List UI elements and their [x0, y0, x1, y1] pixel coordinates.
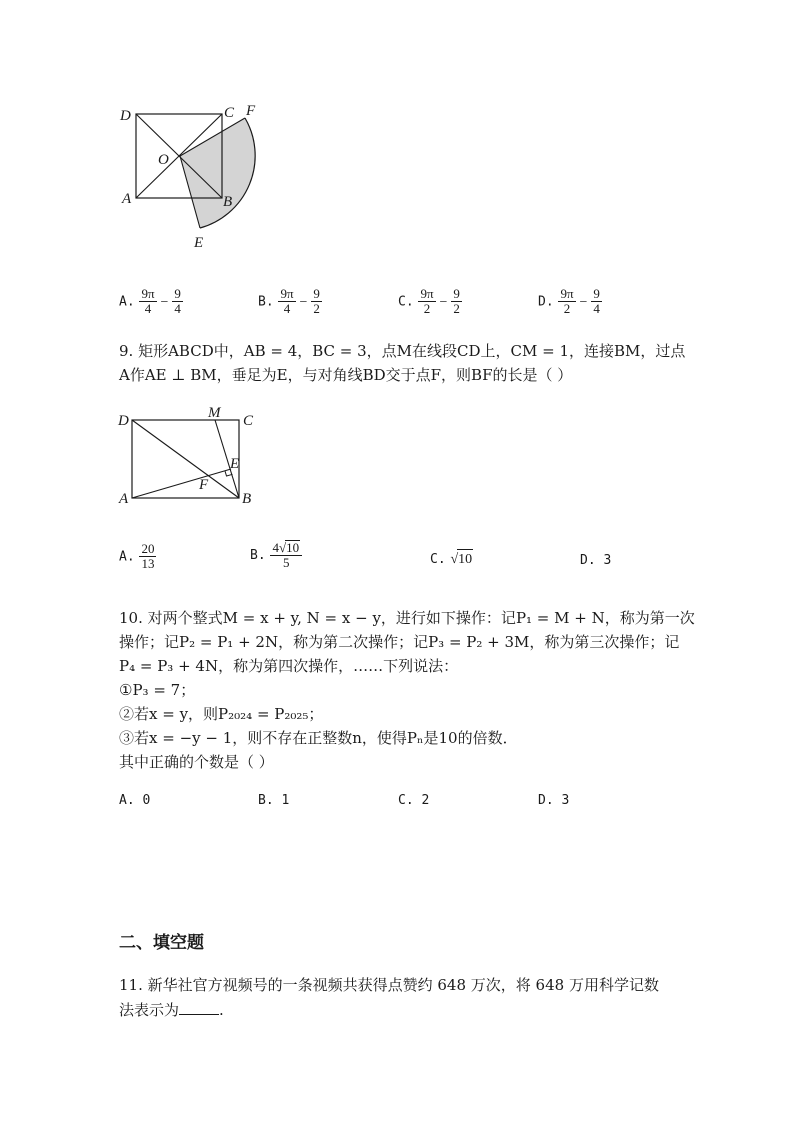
- label-f: F: [246, 103, 256, 119]
- q10-statement-1: ①P₃ = 7；: [119, 681, 196, 699]
- answer-blank[interactable]: [179, 1000, 219, 1015]
- q10-stem-line1: 10. 对两个整式M = x + y, N = x − y，进行如下操作：记P₁ = M + N，称为第一次: [119, 609, 695, 627]
- q8-option-b[interactable]: B. $\frac{9\pi}{4}$ − $\frac{9}{2}$: [258, 286, 320, 316]
- label-o: O: [158, 152, 169, 168]
- q9-option-d[interactable]: D. 3: [580, 553, 612, 568]
- label-d: D: [120, 108, 131, 124]
- label-c: C: [224, 105, 235, 121]
- label-m: M: [208, 405, 221, 421]
- q9-stem-line2: A作AE ⊥ BM，垂足为E，与对角线BD交于点F，则BF的长是（ ）: [119, 366, 573, 384]
- q10-stem-line2: 操作；记P₂ = P₁ + 2N，称为第二次操作；记P₃ = P₂ + 3M，称为第三次操作；记: [119, 633, 680, 651]
- q10-option-b[interactable]: B. 1: [258, 793, 290, 808]
- q9-option-a[interactable]: A. $\frac{20}{13}$: [119, 541, 155, 571]
- q10-option-d[interactable]: D. 3: [538, 793, 570, 808]
- label-d: D: [118, 413, 129, 429]
- q10-statement-3: ③若x = −y − 1，则不存在正整数n，使得Pₙ是10的倍数．: [119, 729, 518, 747]
- label-a: A: [122, 191, 132, 207]
- q8-option-c[interactable]: C. $\frac{9\pi}{2}$ − $\frac{9}{2}$: [398, 286, 460, 316]
- label-a: A: [119, 491, 129, 507]
- section-title: 二、填空题: [119, 933, 204, 953]
- q10-stem-line3: P₄ = P₃ + 4N，称为第四次操作，……下列说法：: [119, 657, 459, 675]
- label-b: B: [223, 194, 233, 210]
- q8-option-d[interactable]: D. $\frac{9\pi}{2}$ − $\frac{9}{4}$: [538, 286, 600, 316]
- q9-option-b[interactable]: B. $\frac{4√10}{5}$: [250, 540, 302, 570]
- q8-figure: [115, 100, 285, 260]
- q9-figure: [115, 402, 265, 514]
- label-c: C: [243, 413, 254, 429]
- q8-option-a[interactable]: A. $\frac{9\pi}{4}$ − $\frac{9}{4}$: [119, 286, 181, 316]
- q10-statement-2: ②若x = y，则P₂₀₂₄ = P₂₀₂₅；: [119, 705, 324, 723]
- label-e: E: [194, 235, 204, 251]
- label-e: E: [230, 456, 240, 472]
- label-f: F: [199, 477, 209, 493]
- q10-option-a[interactable]: A. 0: [119, 793, 151, 808]
- q10-option-c[interactable]: C. 2: [398, 793, 430, 808]
- q11-stem-line1: 11. 新华社官方视频号的一条视频共获得点赞约 648 万次，将 648 万用科学记数: [119, 976, 659, 994]
- label-b: B: [242, 491, 252, 507]
- q10-question: 其中正确的个数是（ ）: [119, 753, 274, 771]
- q9-stem-line1: 9. 矩形ABCD中，AB = 4，BC = 3，点M在线段CD上，CM = 1，连接BM，过点: [119, 342, 686, 360]
- q9-option-c[interactable]: C. √10: [430, 548, 473, 570]
- q11-stem-line2: 法表示为 .: [119, 1001, 224, 1019]
